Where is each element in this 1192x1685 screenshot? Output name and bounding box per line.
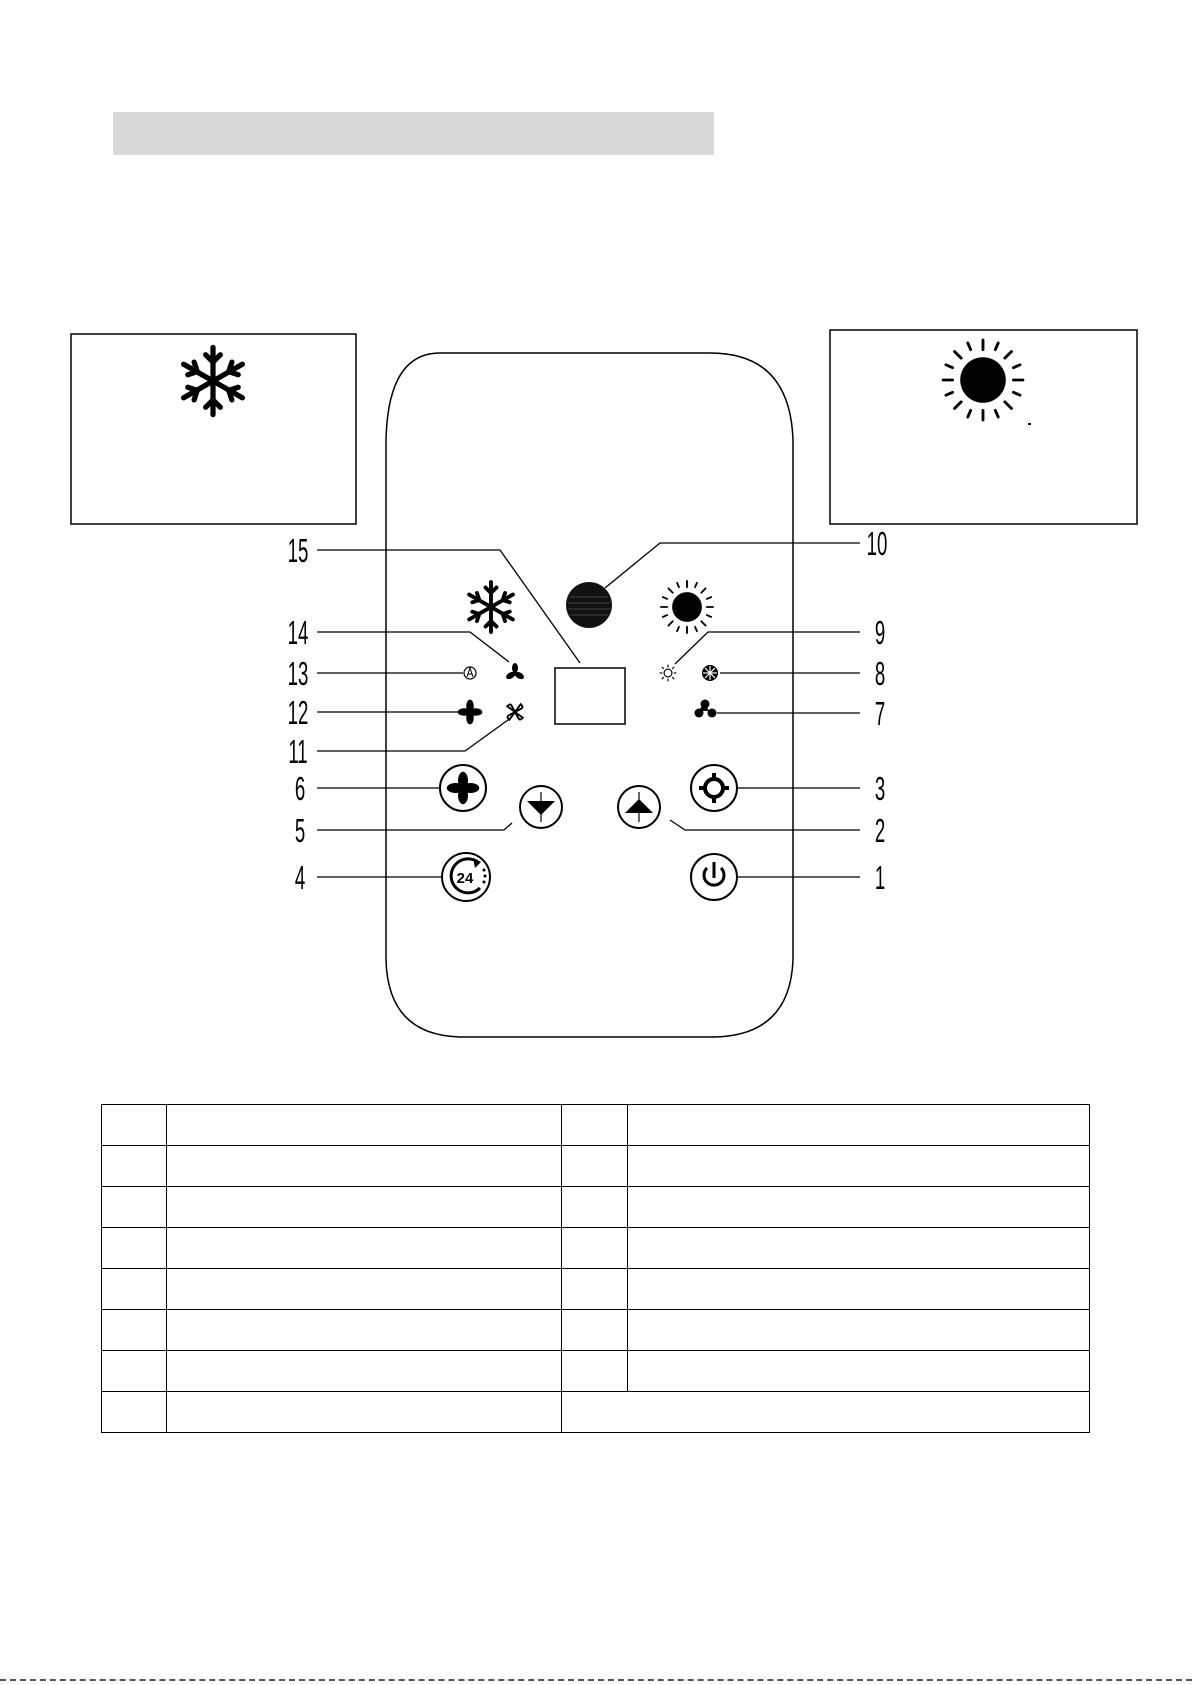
callout-2: 2 bbox=[874, 811, 886, 850]
callout-13: 13 bbox=[287, 654, 309, 693]
dry-indicator-icon bbox=[695, 700, 717, 718]
cool-indicator-icon bbox=[469, 582, 513, 632]
legend-num bbox=[562, 1351, 628, 1392]
legend-desc bbox=[167, 1146, 562, 1187]
legend-desc bbox=[167, 1392, 562, 1433]
legend-num bbox=[102, 1392, 167, 1433]
down-button[interactable] bbox=[520, 786, 562, 828]
legend-num bbox=[102, 1351, 167, 1392]
legend-desc bbox=[628, 1187, 1090, 1228]
heat-mode-inset bbox=[830, 330, 1137, 524]
fan-speed-button[interactable] bbox=[440, 765, 486, 811]
legend-row bbox=[102, 1310, 1090, 1351]
cool-small-indicator-icon bbox=[702, 665, 718, 681]
callout-12: 12 bbox=[287, 693, 309, 732]
legend-row bbox=[102, 1351, 1090, 1392]
mode-button[interactable] bbox=[691, 765, 737, 811]
legend-row bbox=[102, 1105, 1090, 1146]
legend-num bbox=[562, 1187, 628, 1228]
auto-indicator-icon bbox=[464, 667, 476, 679]
callout-4: 4 bbox=[294, 858, 306, 897]
callout-6: 6 bbox=[294, 769, 306, 808]
legend-desc bbox=[628, 1228, 1090, 1269]
legend-desc bbox=[167, 1351, 562, 1392]
callout-1: 1 bbox=[874, 858, 886, 897]
heat-indicator-icon bbox=[661, 581, 713, 633]
callout-10: 10 bbox=[866, 524, 888, 563]
legend-desc bbox=[167, 1269, 562, 1310]
callout-15: 15 bbox=[287, 531, 309, 570]
legend-row bbox=[102, 1269, 1090, 1310]
legend-num bbox=[562, 1146, 628, 1187]
callout-8: 8 bbox=[874, 654, 886, 693]
cool-mode-inset bbox=[71, 334, 356, 524]
legend-desc bbox=[628, 1269, 1090, 1310]
callout-5: 5 bbox=[294, 811, 306, 850]
timer-button[interactable] bbox=[442, 853, 490, 901]
power-button[interactable] bbox=[691, 854, 737, 900]
low-fan-indicator-icon bbox=[505, 663, 525, 681]
callout-9: 9 bbox=[874, 613, 886, 652]
sensor-dot bbox=[566, 582, 612, 628]
legend-num bbox=[562, 1105, 628, 1146]
legend-desc bbox=[628, 1351, 1090, 1392]
legend-num bbox=[102, 1269, 167, 1310]
callout-14: 14 bbox=[287, 613, 309, 652]
legend-row bbox=[102, 1228, 1090, 1269]
legend-num bbox=[102, 1105, 167, 1146]
legend-desc bbox=[167, 1228, 562, 1269]
legend-desc bbox=[167, 1310, 562, 1351]
legend-row bbox=[102, 1392, 1090, 1433]
timer-label: 24 bbox=[456, 870, 474, 887]
high-fan-indicator-icon bbox=[458, 700, 483, 725]
callout-3: 3 bbox=[874, 769, 886, 808]
legend-desc bbox=[628, 1310, 1090, 1351]
up-button[interactable] bbox=[618, 786, 660, 828]
legend-num bbox=[102, 1187, 167, 1228]
legend-num bbox=[562, 1228, 628, 1269]
legend-desc bbox=[167, 1105, 562, 1146]
callout-11: 11 bbox=[288, 732, 308, 771]
legend-row bbox=[102, 1146, 1090, 1187]
page-bottom-rule bbox=[0, 1679, 1192, 1685]
legend-num bbox=[562, 1269, 628, 1310]
callout-7: 7 bbox=[874, 694, 886, 733]
legend-merged-cell bbox=[562, 1392, 1090, 1433]
legend-num bbox=[102, 1228, 167, 1269]
display-window bbox=[555, 668, 625, 724]
legend-desc bbox=[628, 1105, 1090, 1146]
legend-table bbox=[101, 1104, 1090, 1433]
heat-small-indicator-icon bbox=[660, 665, 677, 682]
legend-desc bbox=[167, 1187, 562, 1228]
legend-num bbox=[102, 1146, 167, 1187]
legend-desc bbox=[628, 1146, 1090, 1187]
legend-num bbox=[562, 1310, 628, 1351]
legend-num bbox=[102, 1310, 167, 1351]
legend-row bbox=[102, 1187, 1090, 1228]
